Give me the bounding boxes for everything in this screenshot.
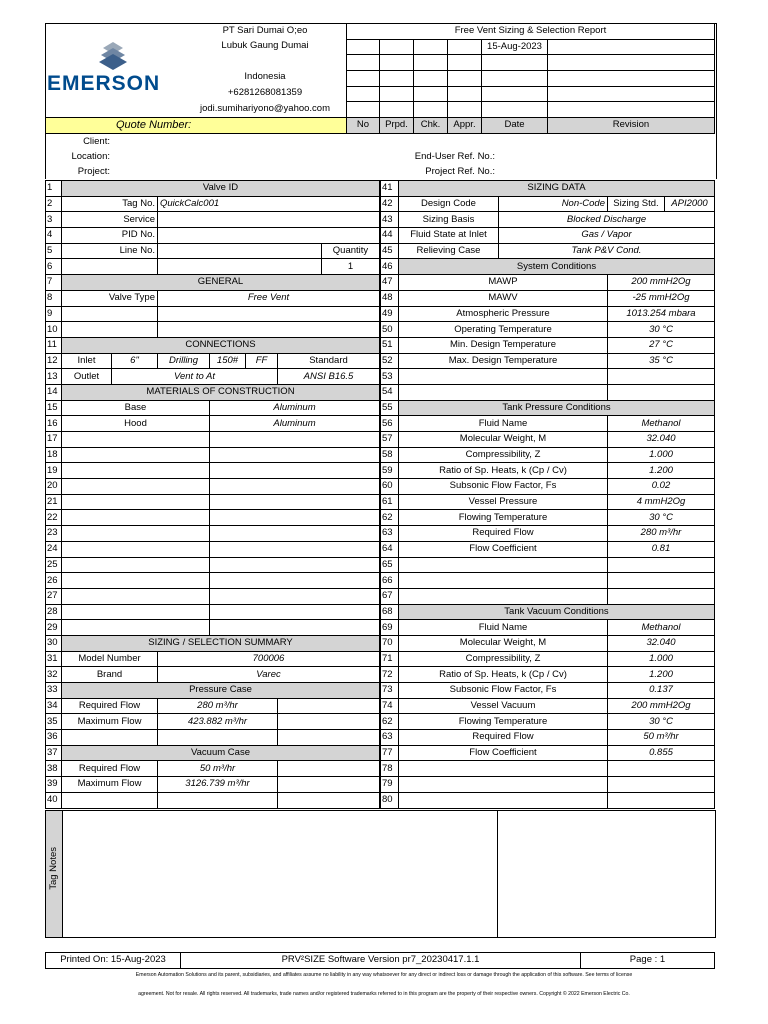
- tank-pressure-header: Tank Pressure Conditions: [399, 400, 715, 416]
- pressure-required-flow-label: Required Flow: [62, 698, 158, 714]
- materials-header: MATERIALS OF CONSTRUCTION: [62, 384, 380, 400]
- line-no-label: Line No.: [62, 243, 158, 259]
- p-flowing-temp-value: 30 °C: [608, 510, 715, 526]
- company-phone: +6281268081359: [227, 87, 303, 98]
- inlet-facing: FF: [246, 353, 278, 369]
- inlet-standard: Standard: [278, 353, 380, 369]
- v-vessel-label: Vessel Vacuum: [399, 698, 608, 714]
- p-vessel-label: Vessel Pressure: [399, 494, 608, 510]
- tag-notes-label: Tag Notes: [48, 847, 59, 890]
- p-z-value: 1.000: [608, 447, 715, 463]
- v-vessel-value: 200 mmH2Og: [608, 698, 715, 714]
- p-mw-label: Molecular Weight, M: [399, 432, 608, 448]
- v-flowing-temp-value: 30 °C: [608, 714, 715, 730]
- left-table: 1 Valve ID 2 Tag No. QuickCalc001 3 Service 4 PID No. 5 Line No. Quantity 6 1 7 GENERAL 8 Valve Type Free Vent 9 10 11 CONNECTIONS 12 Inlet 6" Drilling 150# FF Standard 13 Outlet Vent to At ANSI B16.5 14 MATERIALS OF CONSTRUCTION 15 Base Aluminum 16 Hood Aluminum 17 18 19 20 21 22 23 24 25 26 27 28 29 30 SIZING / SELECTION SUMMARY 31 Model Number 700006 32 Brand Varec 33 Pressure Case 34 Required Flow 280 m³/hr 35 Maximum Flow 423.882 m³/hr 36 37 Vacuum Case 38 Required Flow 50 m³/hr 39 Maximum Flow 3126.739 m³/hr 40: [45, 180, 380, 809]
- p-flow-coeff-value: 0.81: [608, 541, 715, 557]
- software-version: PRV²SIZE Software Version pr7_20230417.1.1: [181, 953, 581, 969]
- valve-type-value: Free Vent: [158, 290, 380, 306]
- outlet-standard: ANSI B16.5: [278, 369, 380, 385]
- vacuum-required-flow-label: Required Flow: [62, 761, 158, 777]
- v-mw-value: 32.040: [608, 635, 715, 651]
- v-fs-value: 0.137: [608, 683, 715, 699]
- v-fluid-value: Methanol: [608, 620, 715, 636]
- emerson-logo-icon: [93, 40, 133, 74]
- operating-temp-value: 30 °C: [608, 322, 715, 338]
- v-z-label: Compressibility, Z: [399, 651, 608, 667]
- rev-header-revision: Revision: [548, 118, 715, 134]
- atm-pressure-value: 1013.254 mbara: [608, 306, 715, 322]
- atm-pressure-label: Atmospheric Pressure: [399, 306, 608, 322]
- sizing-std-label: Sizing Std.: [608, 196, 665, 212]
- v-required-flow-label: Required Flow: [399, 730, 608, 746]
- valve-id-header: Valve ID: [62, 181, 380, 197]
- system-conditions-header: System Conditions: [399, 259, 715, 275]
- base-label: Base: [62, 400, 210, 416]
- project-ref-label: Project Ref. No.:: [425, 166, 495, 177]
- brand-label: Brand: [62, 667, 158, 683]
- connections-header: CONNECTIONS: [62, 337, 380, 353]
- project-label: Project:: [77, 166, 110, 177]
- end-user-ref-label: End-User Ref. No.:: [414, 151, 495, 162]
- vacuum-required-flow-value: 50 m³/hr: [158, 761, 278, 777]
- summary-header: SIZING / SELECTION SUMMARY: [62, 635, 380, 651]
- tag-no-value: QuickCalc001: [158, 196, 380, 212]
- company-name: PT Sari Dumai O;eo: [222, 25, 308, 36]
- p-flow-coeff-label: Flow Coefficient: [399, 541, 608, 557]
- base-value: Aluminum: [210, 400, 380, 416]
- vacuum-max-flow-label: Maximum Flow: [62, 777, 158, 793]
- p-required-flow-label: Required Flow: [399, 526, 608, 542]
- tag-notes-side: [46, 811, 63, 937]
- pressure-max-flow-value: 423.882 m³/hr: [158, 714, 278, 730]
- page-number: Page : 1: [581, 953, 715, 969]
- company-country: Indonesia: [244, 71, 286, 82]
- p-vessel-value: 4 mmH2Og: [608, 494, 715, 510]
- v-z-value: 1.000: [608, 651, 715, 667]
- rev-header-prpd: Prpd.: [380, 118, 414, 134]
- v-mw-label: Molecular Weight, M: [399, 635, 608, 651]
- operating-temp-label: Operating Temperature: [399, 322, 608, 338]
- rev-header-chk: Chk.: [414, 118, 448, 134]
- footer-row: [45, 952, 715, 969]
- brand-value: Varec: [158, 667, 380, 683]
- v-required-flow-value: 50 m³/hr: [608, 730, 715, 746]
- model-number-value: 700006: [158, 651, 380, 667]
- v-fluid-label: Fluid Name: [399, 620, 608, 636]
- pressure-max-flow-label: Maximum Flow: [62, 714, 158, 730]
- disclaimer-line-2: agreement. Not for resale. All rights reserved. All trademarks, trade names and/or registered trademarks referred to in this program are the property of their respective owners. Copyright © 2022 Emerson Electric Co.: [138, 991, 630, 997]
- report-date: 15-Aug-2023: [482, 39, 548, 55]
- outlet-label: Outlet: [62, 369, 112, 385]
- inlet-drilling: Drilling: [158, 353, 210, 369]
- inlet-label: Inlet: [62, 353, 112, 369]
- v-fs-label: Subsonic Flow Factor, Fs: [399, 683, 608, 699]
- location-label: Location:: [71, 151, 110, 162]
- sizing-basis-label: Sizing Basis: [399, 212, 499, 228]
- v-flow-coeff-value: 0.855: [608, 745, 715, 761]
- quote-number-label: Quote Number:: [46, 118, 347, 134]
- v-k-value: 1.200: [608, 667, 715, 683]
- p-fluid-value: Methanol: [608, 416, 715, 432]
- design-code-label: Design Code: [399, 196, 499, 212]
- report-title: Free Vent Sizing & Selection Report: [347, 24, 715, 40]
- max-design-temp-label: Max. Design Temperature: [399, 353, 608, 369]
- hood-value: Aluminum: [210, 416, 380, 432]
- fluid-state-label: Fluid State at Inlet: [399, 228, 499, 244]
- max-design-temp-value: 35 °C: [608, 353, 715, 369]
- valve-type-label: Valve Type: [62, 290, 158, 306]
- tag-notes-divider: [497, 811, 498, 937]
- mawv-label: MAWV: [399, 290, 608, 306]
- vacuum-max-flow-value: 3126.739 m³/hr: [158, 777, 278, 793]
- inlet-size: 6": [112, 353, 158, 369]
- emerson-logo: [47, 40, 182, 95]
- p-fluid-label: Fluid Name: [399, 416, 608, 432]
- min-design-temp-value: 27 °C: [608, 337, 715, 353]
- v-k-label: Ratio of Sp. Heats, k (Cp / Cv): [399, 667, 608, 683]
- revision-grid: [346, 23, 715, 118]
- client-label: Client:: [83, 136, 110, 147]
- pid-label: PID No.: [62, 228, 158, 244]
- tank-vacuum-header: Tank Vacuum Conditions: [399, 604, 715, 620]
- p-k-label: Ratio of Sp. Heats, k (Cp / Cv): [399, 463, 608, 479]
- quantity-label: Quantity: [322, 243, 380, 259]
- p-fs-value: 0.02: [608, 479, 715, 495]
- p-fs-label: Subsonic Flow Factor, Fs: [399, 479, 608, 495]
- p-required-flow-value: 280 m³/hr: [608, 526, 715, 542]
- p-flowing-temp-label: Flowing Temperature: [399, 510, 608, 526]
- mawp-value: 200 mmH2Og: [608, 275, 715, 291]
- logo-text: EMERSON: [47, 72, 161, 95]
- tag-notes-area: [45, 810, 716, 938]
- sizing-std-value: API2000: [665, 196, 715, 212]
- vacuum-case-header: Vacuum Case: [62, 745, 380, 761]
- pressure-required-flow-value: 280 m³/hr: [158, 698, 278, 714]
- v-flowing-temp-label: Flowing Temperature: [399, 714, 608, 730]
- quantity-value: 1: [322, 259, 380, 275]
- tag-no-label: Tag No.: [62, 196, 158, 212]
- disclaimer-line-1: Emerson Automation Solutions and its parent, subsidiaries, and affiliates assume no liability in any way whatsoever for any direct or indirect loss or damage through the application of this software. See terms of license: [135, 972, 633, 978]
- relieving-case-value: Tank P&V Cond.: [499, 243, 715, 259]
- design-code-value: Non-Code: [499, 196, 608, 212]
- pressure-case-header: Pressure Case: [62, 683, 380, 699]
- p-k-value: 1.200: [608, 463, 715, 479]
- company-email: jodi.sumihariyono@yahoo.com: [199, 103, 331, 114]
- mawp-label: MAWP: [399, 275, 608, 291]
- sizing-data-header: SIZING DATA: [399, 181, 715, 197]
- company-address: Lubuk Gaung Dumai: [221, 40, 309, 51]
- quote-row: [45, 117, 715, 134]
- p-mw-value: 32.040: [608, 432, 715, 448]
- fluid-state-value: Gas / Vapor: [499, 228, 715, 244]
- printed-on: Printed On: 15-Aug-2023: [46, 953, 181, 969]
- mawv-value: -25 mmH2Og: [608, 290, 715, 306]
- sizing-basis-value: Blocked Discharge: [499, 212, 715, 228]
- outlet-value: Vent to At: [112, 369, 278, 385]
- rev-header-date: Date: [482, 118, 548, 134]
- service-label: Service: [62, 212, 158, 228]
- relieving-case-label: Relieving Case: [399, 243, 499, 259]
- v-flow-coeff-label: Flow Coefficient: [399, 745, 608, 761]
- rev-header-appr: Appr.: [448, 118, 482, 134]
- rev-header-no: No: [347, 118, 380, 134]
- model-number-label: Model Number: [62, 651, 158, 667]
- inlet-rating: 150#: [210, 353, 246, 369]
- min-design-temp-label: Min. Design Temperature: [399, 337, 608, 353]
- p-z-label: Compressibility, Z: [399, 447, 608, 463]
- general-header: GENERAL: [62, 275, 380, 291]
- right-table: 41 SIZING DATA 42 Design Code Non-Code Sizing Std. API2000 43 Sizing Basis Blocked Discharge 44 Fluid State at Inlet Gas / Vapor 45 Relieving Case Tank P&V Cond. 46 System Conditions 47 MAWP 200 mmH2Og 48 MAWV -25 mmH2Og 49 Atmospheric Pressure 1013.254 mbara 50 Operating Temperature 30 °C 51 Min. Design Temperature 27 °C 52 Max. Design Temperature 35 °C 53 54 55 Tank Pressure Conditions 56 Fluid Name Methanol 57 Molecular Weight, M 32.040 58 Compressibility, Z 1.000 59 Ratio of Sp. Heats, k (Cp / Cv) 1.200 60 Subsonic Flow Factor, Fs 0.02 61 Vessel Pressure 4 mmH2Og 62 Flowing Temperature 30 °C 63 Required Flow 280 m³/hr 64 Flow Coefficient 0.81 65 66 67 68 Tank Vacuum Conditions 69 Fluid Name Methanol 70 Molecular Weight, M 32.040 71 Compressibility, Z 1.000 72 Ratio of Sp. Heats, k (Cp / Cv) 1.200 73 Subsonic Flow Factor, Fs 0.137 74 Vessel Vacuum 200 mmH2Og 62 Flowing Temperature 30 °C 63 Required Flow 50 m³/hr 77 Flow Coefficient 0.855 78 79 80: [380, 180, 715, 809]
- hood-label: Hood: [62, 416, 210, 432]
